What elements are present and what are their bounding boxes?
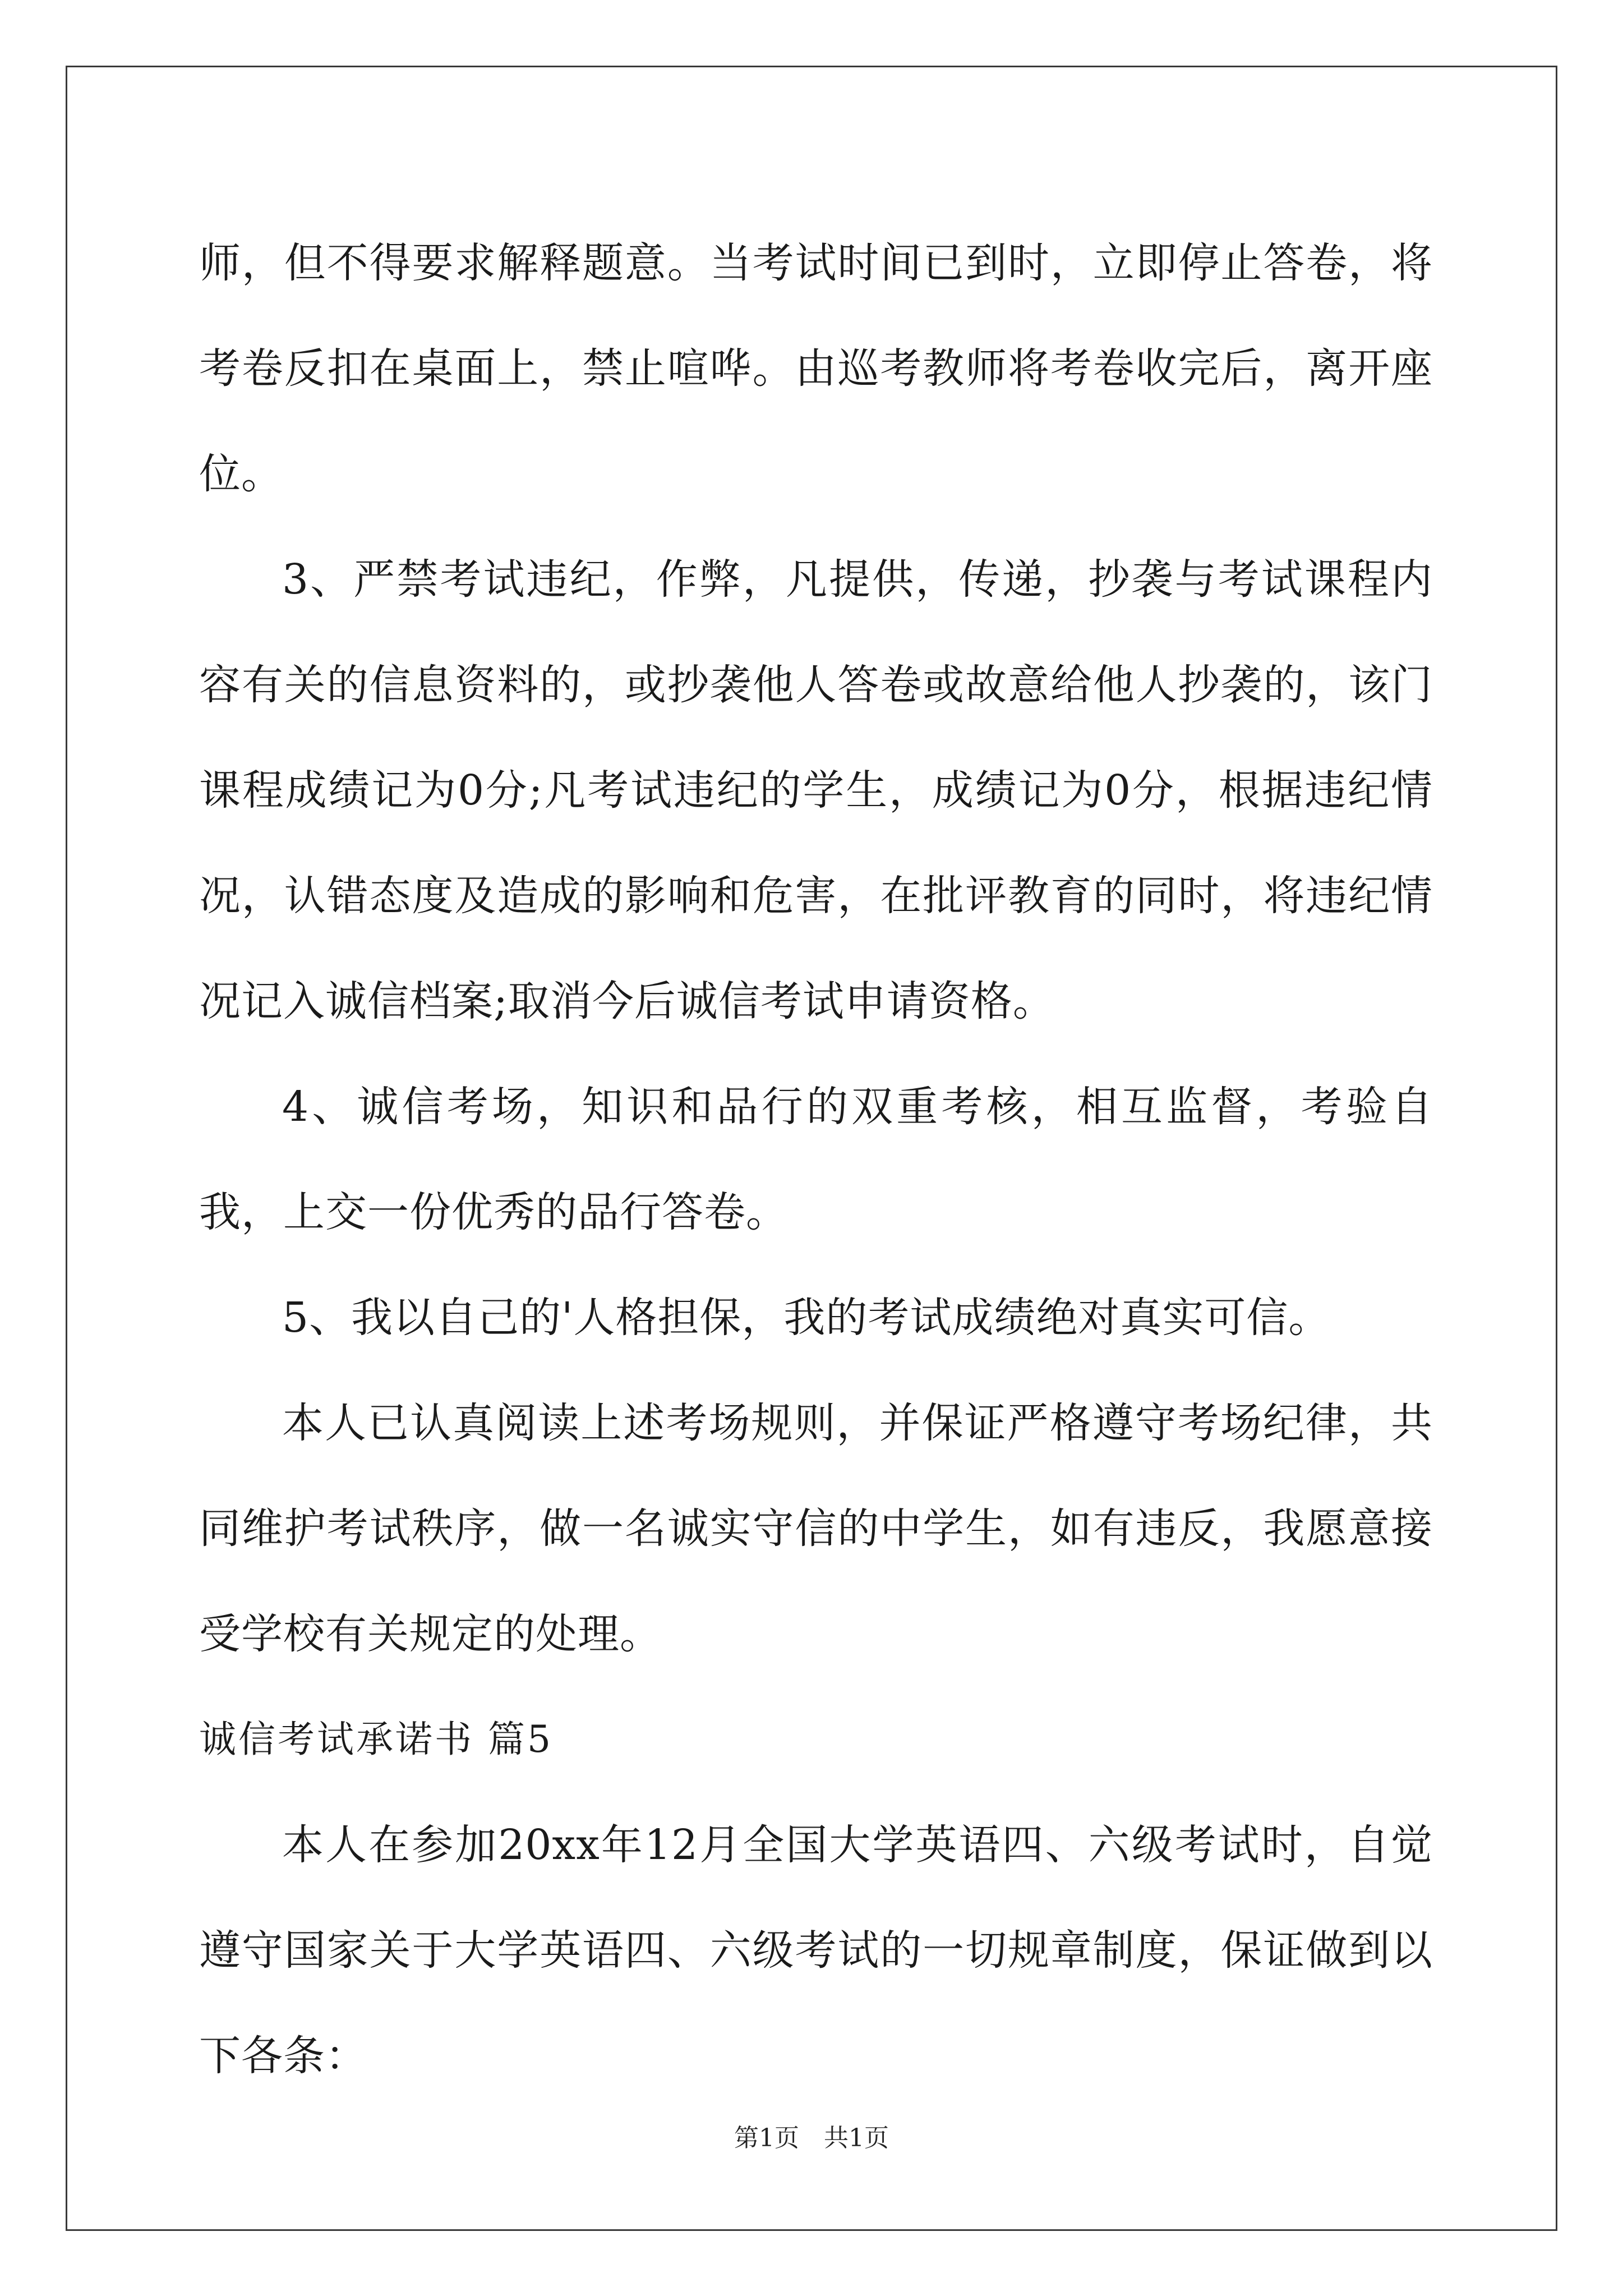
- paragraph-pledge: 本人已认真阅读上述考场规则，并保证严格遵守考场纪律，共同维护考试秩序，做一名诚实守信的中学生，如有违反，我愿意接受学校有关规定的处理。: [199, 1399, 1433, 1658]
- paragraph-cet-pledge: 本人在参加20xx年12月全国大学英语四、六级考试时，自觉遵守国家关于大学英语四、六级考试的一切规章制度，保证做到以下各条：: [199, 1821, 1433, 2080]
- section-heading: 诚信考试承诺书 篇5: [199, 1718, 553, 1761]
- paragraph-rule-4: 4、诚信考场，知识和品行的双重考核，相互监督，考验自我，上交一份优秀的品行答卷。: [199, 1083, 1433, 1236]
- page-footer: 第1页 共1页: [734, 2124, 889, 2152]
- paragraph-rule-3: 3、严禁考试违纪，作弊，凡提供，传递，抄袭与考试课程内容有关的信息资料的，或抄袭他人答卷或故意给他人抄袭的，该门课程成绩记为0分;凡考试违纪的学生，成绩记为0分，根据违纪情况，认错态度及造成的影响和危害，在批评教育的同时，将违纪情况记入诚信档案;取消今后诚信考试申请资格。: [199, 555, 1433, 1025]
- paragraph-continuation: 师，但不得要求解释题意。当考试时间已到时，立即停止答卷，将考卷反扣在桌面上，禁止喧哗。由巡考教师将考卷收完后，离开座位。: [199, 239, 1433, 498]
- paragraph-rule-5: 5、我以自己的'人格担保，我的考试成绩绝对真实可信。: [282, 1294, 1331, 1342]
- document-body: [199, 210, 1433, 2109]
